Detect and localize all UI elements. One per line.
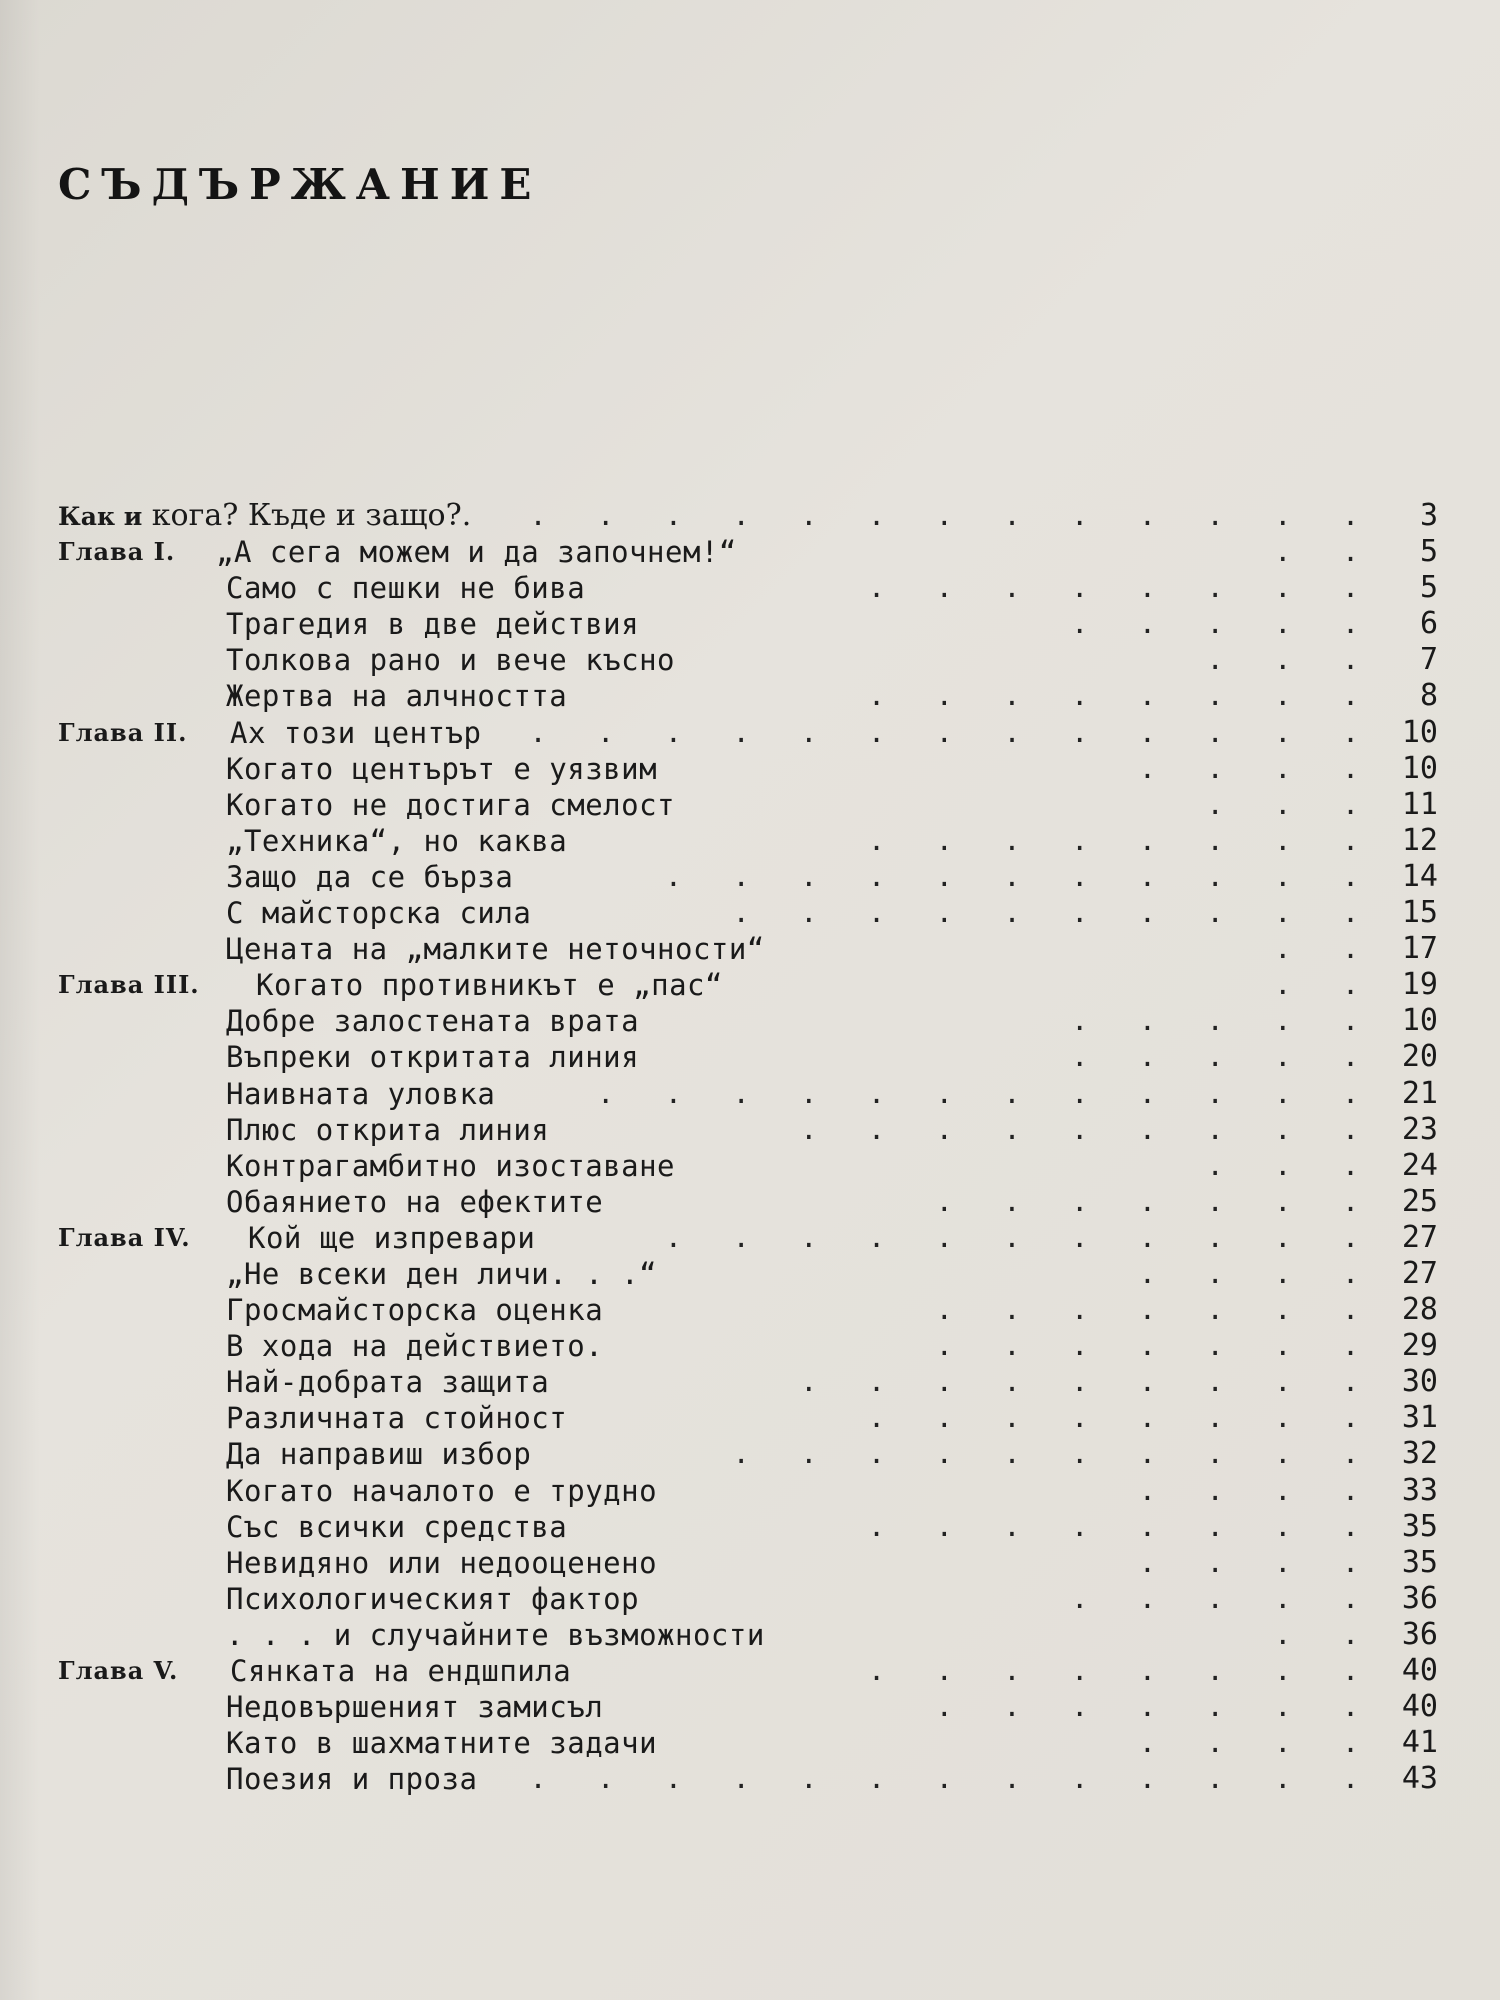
toc-page-number: 6 bbox=[1419, 606, 1438, 642]
section-title: Когато началото е трудно bbox=[226, 1473, 658, 1508]
toc-row-section bbox=[58, 1725, 1438, 1761]
toc-page-number: 23 bbox=[1401, 1111, 1438, 1147]
toc-row-section bbox=[58, 1400, 1438, 1436]
toc-page-number: 35 bbox=[1401, 1508, 1438, 1544]
leader-dots: . . bbox=[1274, 932, 1376, 966]
chapter-title: Кой ще изпревари bbox=[248, 1220, 536, 1255]
toc-row-chapter bbox=[58, 967, 1438, 1003]
toc-page-number: 43 bbox=[1401, 1761, 1438, 1797]
toc-row-section bbox=[58, 895, 1438, 931]
section-title: Недовършеният замисъл bbox=[226, 1690, 604, 1725]
toc-row-intro bbox=[58, 498, 1438, 534]
toc-row-section bbox=[58, 1436, 1438, 1472]
toc-row-section bbox=[58, 1292, 1438, 1328]
toc-row-section bbox=[58, 859, 1438, 895]
leader-dots: . . . . . . . bbox=[935, 1293, 1376, 1327]
leader-dots: . . bbox=[1274, 535, 1376, 569]
toc-page-number: 41 bbox=[1401, 1725, 1438, 1761]
toc-page-number: 35 bbox=[1401, 1544, 1438, 1580]
toc-page-number: 7 bbox=[1419, 642, 1438, 678]
toc-row-chapter bbox=[58, 1653, 1438, 1689]
section-title: Когато центърът е уязвим bbox=[226, 751, 658, 786]
chapter-title: Сянката на ендшпила bbox=[230, 1654, 572, 1688]
chapter-label: Глава V. bbox=[58, 1656, 179, 1685]
leader-dots: . . . bbox=[1206, 1148, 1376, 1182]
toc-page-number: 12 bbox=[1401, 822, 1438, 858]
toc-row-section bbox=[58, 1076, 1438, 1112]
toc-page-number: 8 bbox=[1419, 678, 1438, 714]
toc-page-number: 24 bbox=[1401, 1147, 1438, 1183]
leader-dots: . . . . bbox=[1138, 1256, 1376, 1290]
chapter-title: „А сега можем и да започнем!“ bbox=[216, 535, 737, 570]
leader-dots: . . . bbox=[1206, 643, 1376, 677]
leader-dots: . . bbox=[1274, 1617, 1376, 1651]
toc-page-number: 14 bbox=[1401, 858, 1438, 894]
section-title: „Техника“, но каква bbox=[226, 823, 568, 858]
toc-page-number: 3 bbox=[1419, 498, 1438, 533]
toc-page-number: 25 bbox=[1401, 1183, 1438, 1219]
section-title: Въпреки откритата линия bbox=[226, 1040, 640, 1075]
section-title: Защо да се бърза bbox=[226, 859, 514, 894]
toc-page-number: 33 bbox=[1401, 1472, 1438, 1508]
section-title: Да направиш избор bbox=[226, 1437, 532, 1472]
leader-dots: . . . . bbox=[1138, 1545, 1376, 1579]
page-title: СЪДЪРЖАНИЕ bbox=[58, 160, 542, 209]
toc-page-number: 36 bbox=[1401, 1580, 1438, 1616]
toc-page-number: 29 bbox=[1401, 1328, 1438, 1364]
chapter-title: Ах този център bbox=[230, 715, 482, 750]
leader-dots: . . . . . . . . . bbox=[800, 1112, 1376, 1146]
leader-dots: . . . . . . . . bbox=[868, 1654, 1376, 1687]
leader-dots: . . . bbox=[1206, 787, 1376, 821]
leader-dots: . . . . . . . . . . bbox=[732, 896, 1376, 930]
section-title: Поезия и проза bbox=[226, 1762, 478, 1797]
toc-row-section bbox=[58, 1112, 1438, 1148]
toc-row-section bbox=[58, 606, 1438, 642]
toc-page-number: 10 bbox=[1401, 750, 1438, 786]
toc-page-number: 17 bbox=[1401, 931, 1438, 967]
leader-dots: . . . . . bbox=[1071, 1004, 1376, 1038]
toc-page-number: 31 bbox=[1401, 1400, 1438, 1436]
toc-row-section bbox=[58, 1039, 1438, 1075]
section-title: Цената на „малките неточности“ bbox=[226, 932, 765, 967]
toc-intro-title bbox=[58, 498, 471, 535]
toc-page-number: 36 bbox=[1401, 1616, 1438, 1652]
section-title: Обаянието на ефектите bbox=[226, 1184, 604, 1219]
section-title: Плюс открита линия bbox=[226, 1112, 550, 1147]
toc-page-number: 15 bbox=[1401, 895, 1438, 931]
section-title: Като в шахматните задачи bbox=[226, 1726, 658, 1761]
leader-dots: . . . . bbox=[1138, 751, 1376, 785]
section-title: Добре залостената врата bbox=[226, 1004, 640, 1039]
toc-page-number: 10 bbox=[1401, 1003, 1438, 1039]
leader-dots: . . . . . . . . . . . bbox=[664, 1220, 1376, 1254]
leader-dots: . . . . bbox=[1138, 1726, 1376, 1760]
section-title: Само с пешки не бива bbox=[226, 571, 586, 606]
leader-dots: . . . . . bbox=[1071, 1040, 1376, 1074]
toc-row-section bbox=[58, 787, 1438, 823]
toc-row-section bbox=[58, 1689, 1438, 1725]
toc-page-number: 20 bbox=[1401, 1039, 1438, 1075]
section-title: Гросмайсторска оценка bbox=[226, 1293, 604, 1328]
leader-dots: . . . . . . . . . . . bbox=[664, 859, 1376, 893]
toc-row-section bbox=[58, 1148, 1438, 1184]
toc-page-number: 5 bbox=[1419, 570, 1438, 606]
toc-row-chapter bbox=[58, 534, 1438, 570]
toc-page-number: 21 bbox=[1401, 1075, 1438, 1111]
toc-row-section bbox=[58, 1003, 1438, 1039]
toc-row-section bbox=[58, 570, 1438, 606]
toc-row-section bbox=[58, 751, 1438, 787]
leader-dots: . . . . . . . . . . . . . bbox=[529, 1762, 1376, 1796]
leader-dots: . . . . . . . . . . . . . bbox=[529, 499, 1376, 532]
toc-page-number: 10 bbox=[1401, 714, 1438, 750]
section-title: Различната стойност bbox=[226, 1401, 568, 1436]
toc-page-number: 28 bbox=[1401, 1292, 1438, 1328]
section-title: Толкова рано и вече късно bbox=[226, 643, 675, 678]
toc-row-section bbox=[58, 931, 1438, 967]
leader-dots: . . . . . bbox=[1071, 1581, 1376, 1615]
toc-row-section bbox=[58, 1581, 1438, 1617]
leader-dots: . . . . . . . . . . . . . bbox=[529, 715, 1376, 749]
leader-dots: . . . . . . . . bbox=[868, 571, 1376, 605]
leader-dots: . . . . . bbox=[1071, 607, 1376, 641]
leader-dots: . . . . . . . bbox=[935, 1329, 1376, 1363]
leader-dots: . . . . . . . . . . bbox=[732, 1437, 1376, 1471]
chapter-label: Глава IV. bbox=[58, 1222, 191, 1252]
toc-row-section bbox=[58, 1761, 1438, 1797]
chapter-label: Глава III. bbox=[58, 970, 200, 1000]
section-title: С майсторска сила bbox=[226, 896, 532, 931]
section-title: Жертва на алчността bbox=[226, 679, 568, 714]
toc-page-number: 19 bbox=[1401, 967, 1438, 1003]
leader-dots: . . . . . . . bbox=[935, 1690, 1376, 1724]
page-edge-shadow bbox=[0, 0, 40, 2000]
leader-dots: . . . . . . . . . bbox=[800, 1365, 1376, 1399]
toc-row-section bbox=[58, 1364, 1438, 1400]
leader-dots: . . . . . . . bbox=[935, 1184, 1376, 1218]
section-title: Трагедия в две действия bbox=[226, 607, 640, 642]
section-title: Невидяно или недооценено bbox=[226, 1545, 658, 1580]
toc-row-section bbox=[58, 1509, 1438, 1545]
leader-dots: . . . . . . . . bbox=[868, 679, 1376, 713]
toc-row-section bbox=[58, 1617, 1438, 1653]
section-title: „Не всеки ден личи. . .“ bbox=[226, 1256, 658, 1291]
section-title: Когато не достига смелост bbox=[226, 787, 675, 822]
section-title: Най-добрата защита bbox=[226, 1365, 550, 1400]
toc-page-number: 30 bbox=[1401, 1364, 1438, 1400]
section-title: . . . и случайните възможности bbox=[226, 1617, 765, 1652]
toc-row-section bbox=[58, 642, 1438, 678]
section-title: Със всички средства bbox=[226, 1509, 568, 1544]
toc-page-number: 27 bbox=[1401, 1255, 1438, 1291]
toc-page-number: 27 bbox=[1401, 1219, 1438, 1255]
toc-row-section bbox=[58, 1473, 1438, 1509]
toc-row-section bbox=[58, 1328, 1438, 1364]
section-title: В хода на действието. bbox=[226, 1329, 604, 1364]
toc-row-section bbox=[58, 1184, 1438, 1220]
leader-dots: . . . . . . . . bbox=[868, 823, 1376, 857]
chapter-label: Глава II. bbox=[58, 717, 188, 747]
toc-intro-text: кога? Къде и защо?. bbox=[142, 498, 472, 533]
leader-dots: . . . . . . . . . . . . bbox=[597, 1076, 1376, 1110]
toc-page-number: 40 bbox=[1401, 1653, 1438, 1688]
section-title: Наивната уловка bbox=[226, 1076, 496, 1111]
toc-page-number: 5 bbox=[1419, 534, 1438, 570]
chapter-title: Когато противникът е „пас“ bbox=[256, 968, 723, 1003]
toc-row-section bbox=[58, 823, 1438, 859]
section-title: Психологическият фактор bbox=[226, 1581, 640, 1616]
toc-row-section bbox=[58, 1256, 1438, 1292]
toc-page-number: 40 bbox=[1401, 1689, 1438, 1725]
leader-dots: . . . . . . . . bbox=[868, 1401, 1376, 1435]
section-title: Контрагамбитно изоставане bbox=[226, 1148, 675, 1183]
leader-dots: . . bbox=[1274, 968, 1376, 1002]
toc-page-number: 32 bbox=[1401, 1436, 1438, 1472]
leader-dots: . . . . . . . . bbox=[868, 1509, 1376, 1543]
toc-rows bbox=[58, 534, 1438, 1797]
leader-dots: . . . . bbox=[1138, 1473, 1376, 1507]
toc-row-chapter bbox=[58, 1220, 1438, 1256]
chapter-label: Глава I. bbox=[58, 537, 176, 567]
toc-row-chapter bbox=[58, 715, 1438, 751]
toc-row-section bbox=[58, 1545, 1438, 1581]
toc-intro-bold: Как и bbox=[58, 502, 143, 531]
table-of-contents bbox=[58, 498, 1438, 1797]
toc-row-section bbox=[58, 678, 1438, 714]
toc-page-number: 11 bbox=[1401, 786, 1438, 822]
